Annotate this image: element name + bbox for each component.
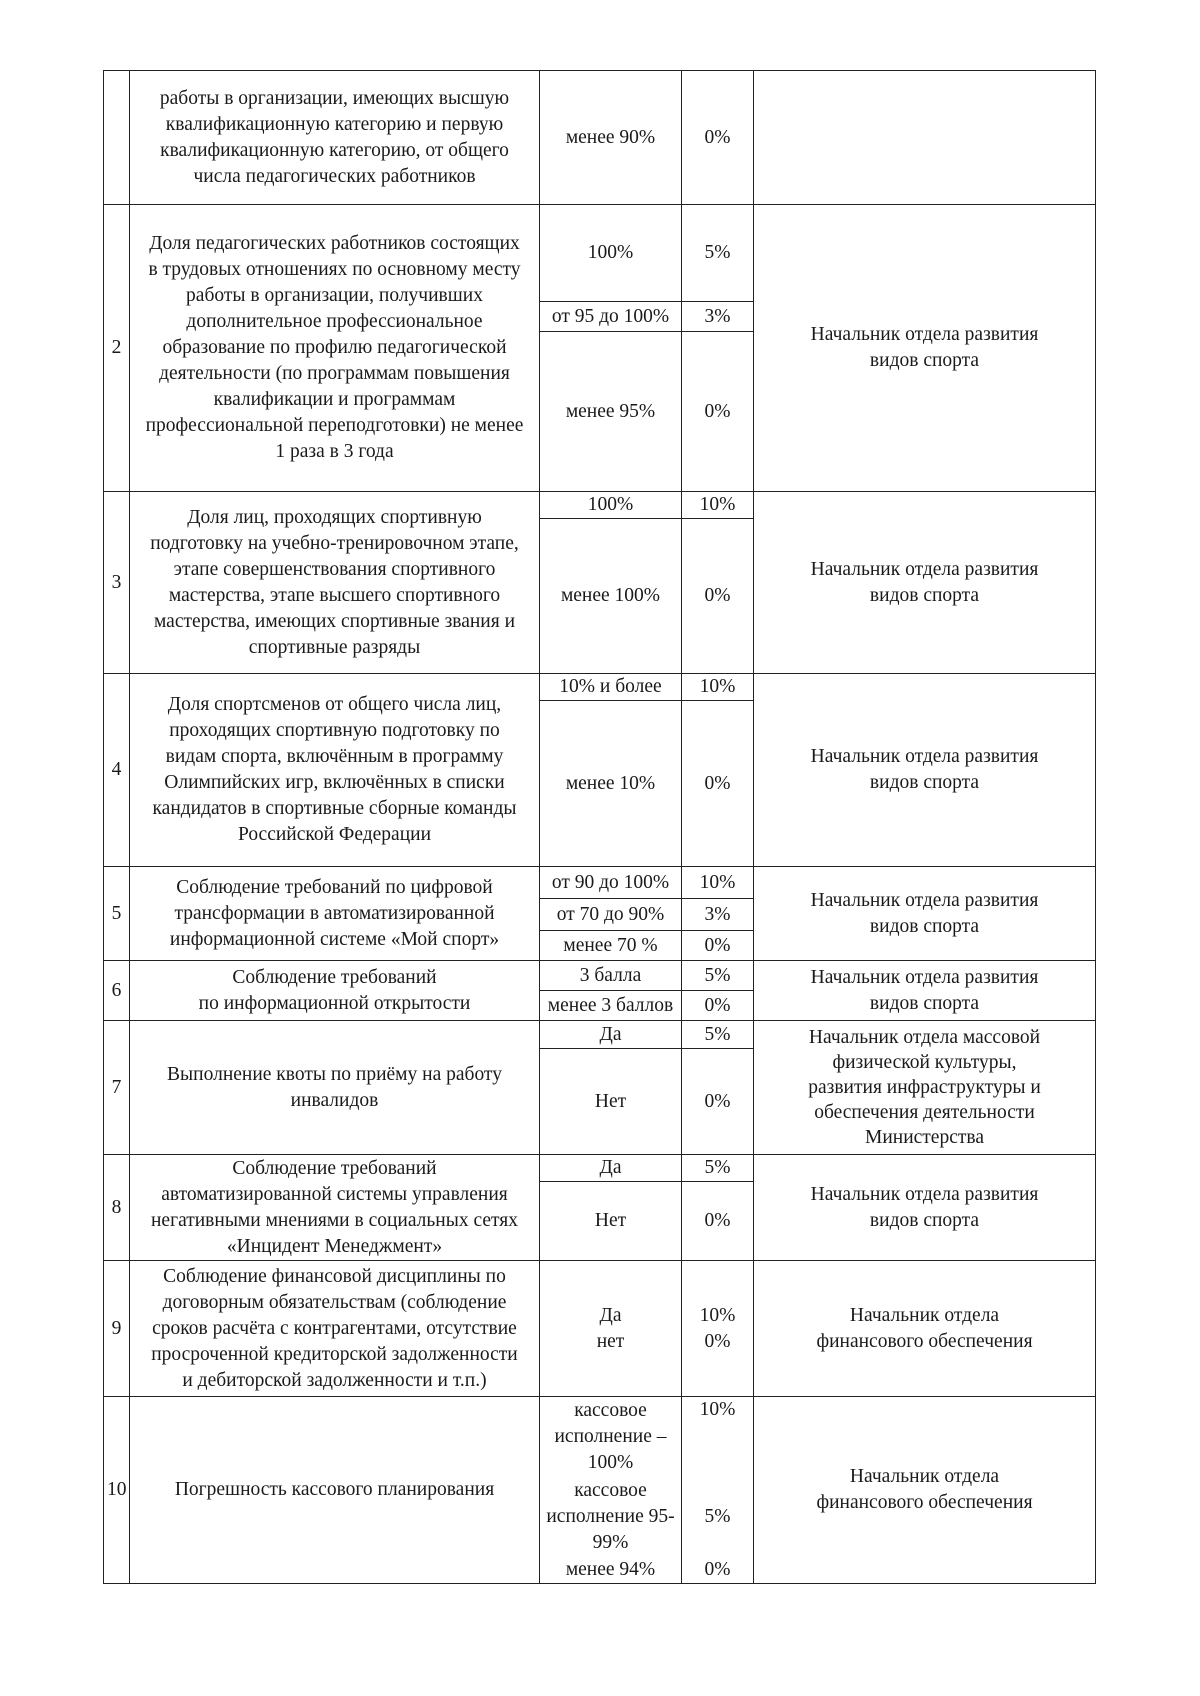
criterion-text: Соблюдение требований по информационной открытости [130,961,540,1021]
table-row [104,71,1096,205]
table-row [104,492,1096,519]
percent-cell: 5% [682,1155,754,1182]
table-row [104,867,1096,899]
responsible-cell [754,71,1096,205]
value-cell: менее 95% [540,332,682,492]
value-cell: 10% и более [540,674,682,701]
table-row [104,1155,1096,1182]
table-row [104,674,1096,701]
criterion-text: Соблюдение финансовой дисциплины по договорным обязательствам (соблюдение сроков расчёта с контрагентами, отсутствие просроченной кредиторской задолженности и дебиторской задолженности и т.п.) [130,1261,540,1397]
value-cell: Нет [540,1049,682,1155]
percent-cell: 0% [682,1049,754,1155]
criterion-text: Соблюдение требований автоматизированной системы управления негативными мнениями в социальных сетях «Инцидент Менеджмент» [130,1155,540,1261]
percent-cell: 5% [682,1021,754,1049]
percent-cell: 0% [682,1182,754,1261]
percent-cell: 5% [682,205,754,302]
responsible-cell: Начальник отдела массовой физической культуры, развития инфраструктуры и обеспечения деятельности Министерства [754,1021,1096,1155]
percent-cell: 10% [682,492,754,519]
row-number: 7 [104,1021,130,1155]
criterion-text: Доля педагогических работников состоящих в трудовых отношениях по основному месту работы в организации, получивших дополнительное профессиональное образование по профилю педагогической деятельности (по программам повышения квалификации и программам профессиональной переподготовки) не менее 1 раза в 3 года [130,205,540,492]
row-number: 2 [104,205,130,492]
value-cell: Да [540,1021,682,1049]
percent-cell: 3% [682,899,754,931]
percent-cell: 0% [682,701,754,867]
percent-cell: 0% [682,1557,754,1584]
percent-cell: 5% [682,961,754,991]
value-cell: от 90 до 100% [540,867,682,899]
responsible-cell: Начальник отдела развития видов спорта [754,205,1096,492]
responsible-cell: Начальник отдела развития видов спорта [754,961,1096,1021]
table-row [104,961,1096,991]
criterion-text: Доля спортсменов от общего числа лиц, проходящих спортивную подготовку по видам спорта, включённым в программу Олимпийских игр, включённых в списки кандидатов в спортивные сборные команды Российской Федерации [130,674,540,867]
percent-cell: 0% [682,931,754,961]
percent-cell: 0% [682,71,754,205]
percent-cell: 10% 0% [682,1261,754,1397]
value-cell: 3 балла [540,961,682,991]
value-cell: менее 90% [540,71,682,205]
table-row [104,1261,1096,1397]
row-number: 4 [104,674,130,867]
value-cell: 100% [540,205,682,302]
table-row [104,1397,1096,1477]
value-cell: от 70 до 90% [540,899,682,931]
criterion-text: Соблюдение требований по цифровой трансформации в автоматизированной информационной системе «Мой спорт» [130,867,540,961]
criterion-text: работы в организации, имеющих высшую квалификационную категорию и первую квалификационную категорию, от общего числа педагогических работников [130,71,540,205]
percent-cell: 10% [682,1397,754,1477]
value-cell: от 95 до 100% [540,302,682,332]
value-cell: кассовое исполнение – 100% [540,1397,682,1477]
responsible-cell: Начальник отдела финансового обеспечения [754,1261,1096,1397]
criterion-text: Доля лиц, проходящих спортивную подготовку на учебно-тренировочном этапе, этапе совершенствования спортивного мастерства, этапе высшего спортивного мастерства, имеющих спортивные звания и спортивные разряды [130,492,540,674]
criterion-text: Выполнение квоты по приёму на работу инвалидов [130,1021,540,1155]
percent-cell: 3% [682,302,754,332]
criterion-text: Погрешность кассового планирования [130,1397,540,1584]
table-row [104,205,1096,302]
responsible-cell: Начальник отдела развития видов спорта [754,674,1096,867]
row-number [104,71,130,205]
value-cell: Да [540,1155,682,1182]
responsible-cell: Начальник отдела развития видов спорта [754,867,1096,961]
value-cell: менее 10% [540,701,682,867]
value-cell: 100% [540,492,682,519]
criteria-table [103,70,1096,1584]
value-cell: Нет [540,1182,682,1261]
row-number: 9 [104,1261,130,1397]
percent-cell: 10% [682,674,754,701]
row-number: 10 [104,1397,130,1584]
value-cell: кассовое исполнение 95- 99% [540,1477,682,1557]
responsible-cell: Начальник отдела развития видов спорта [754,492,1096,674]
row-number: 6 [104,961,130,1021]
value-cell: менее 94% [540,1557,682,1584]
row-number: 5 [104,867,130,961]
percent-cell: 0% [682,332,754,492]
percent-cell: 5% [682,1477,754,1557]
row-number: 3 [104,492,130,674]
value-cell: менее 70 % [540,931,682,961]
table-row [104,1021,1096,1049]
percent-cell: 10% [682,867,754,899]
value-cell: менее 3 баллов [540,991,682,1021]
percent-cell: 0% [682,991,754,1021]
value-cell: Да нет [540,1261,682,1397]
row-number: 8 [104,1155,130,1261]
responsible-cell: Начальник отдела развития видов спорта [754,1155,1096,1261]
value-cell: менее 100% [540,519,682,674]
percent-cell: 0% [682,519,754,674]
responsible-cell: Начальник отдела финансового обеспечения [754,1397,1096,1584]
